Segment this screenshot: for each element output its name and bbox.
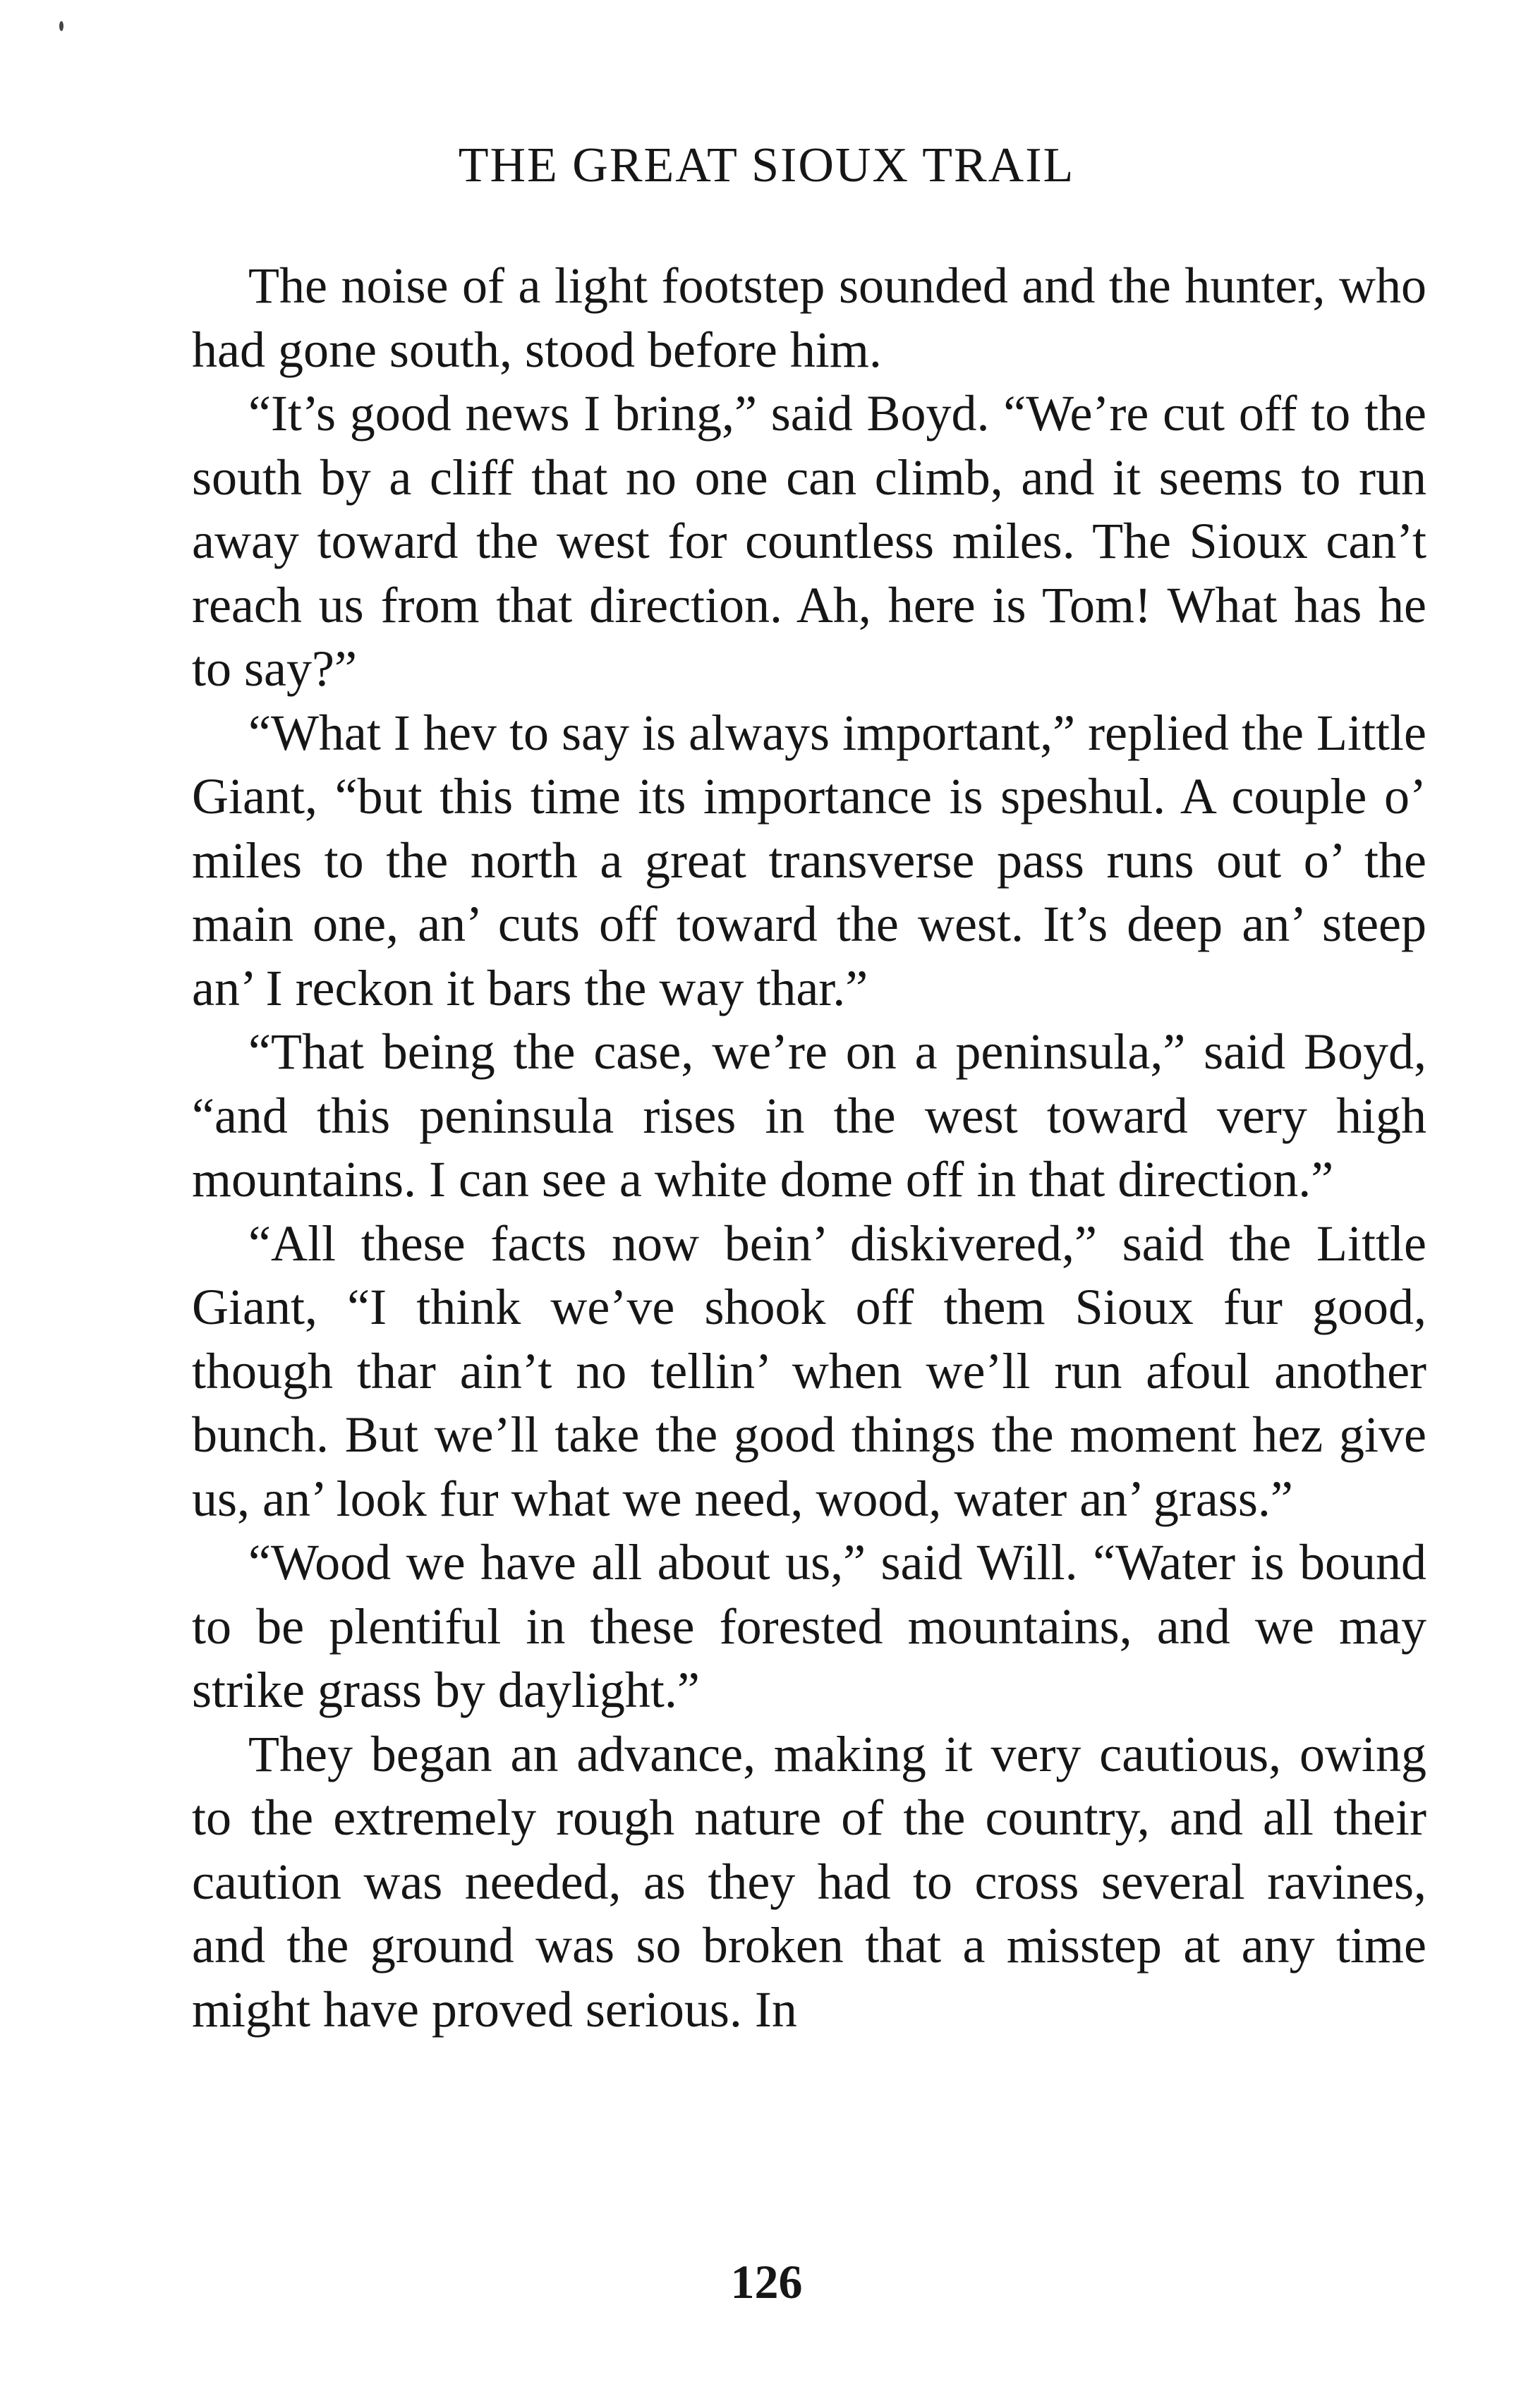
- body-text: [192, 254, 1426, 2041]
- scan-speck: [59, 21, 63, 31]
- paragraph: The noise of a light footstep sounded and the hunter, who had gone south, stood before him.: [192, 257, 1426, 378]
- running-header: THE GREAT SIOUX TRAIL: [458, 138, 1075, 193]
- paragraph: “All these facts now bein’ diskivered,” said the Little Giant, “I think we’ve shook off them Sioux fur good, though thar ain’t no tellin’ when we’ll run afoul another bunch. But we’ll take the good things the moment hez give us, an’ look fur what we need, wood, water an’ grass.”: [192, 1215, 1426, 1527]
- page-number: 126: [730, 2255, 803, 2309]
- paragraph: “That being the case, we’re on a peninsula,” said Boyd, “and this peninsula rises in the west toward very high mountains. I can see a white dome off in that direction.”: [192, 1023, 1426, 1208]
- paragraph: “It’s good news I bring,” said Boyd. “We’re cut off to the south by a cliff that no one can climb, and it seems to run away toward the west for countless miles. The Sioux can’t reach us from that direction. Ah, here is Tom! What has he to say?”: [192, 385, 1426, 697]
- paragraph: “Wood we have all about us,” said Will. “Water is bound to be plentiful in these forested mountains, and we may strike grass by daylight.”: [192, 1534, 1426, 1718]
- paragraph: “What I hev to say is always important,” replied the Little Giant, “but this time its importance is speshul. A couple o’ miles to the north a great transverse pass runs out o’ the main one, an’ cuts off toward the west. It’s deep an’ steep an’ I reckon it bars the way thar.”: [192, 704, 1426, 1016]
- paragraph: They began an advance, making it very cautious, owing to the extremely rough nature of the country, and all their caution was needed, as they had to cross several ravines, and the ground was so broken that a misstep at any time might have proved serious. In: [192, 1725, 1426, 2038]
